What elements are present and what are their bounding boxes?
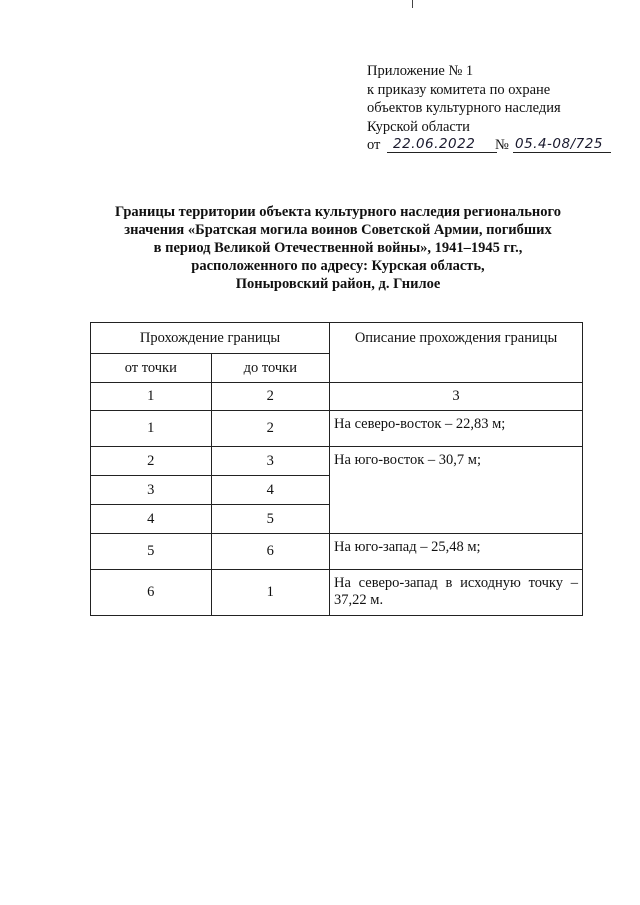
from-point-cell: 4 <box>91 505 212 534</box>
to-point-cell: 4 <box>211 476 330 505</box>
column-number-row <box>91 383 583 411</box>
header-to-point: до точки <box>211 354 330 383</box>
header-passage: Прохождение границы <box>91 323 330 354</box>
to-point-cell: 3 <box>211 447 330 476</box>
handwritten-date: 22.06.2022 <box>387 136 497 153</box>
table-header-row <box>91 323 583 354</box>
title-line-3: в период Великой Отечественной войны», 1941–1945 гг., <box>153 240 523 256</box>
annex-date-number-line <box>367 136 627 158</box>
table-row <box>91 411 583 447</box>
title-line-2: значения «Братская могила воинов Советской Армии, погибших <box>124 222 552 238</box>
date-prefix: от <box>367 137 381 153</box>
table-row <box>91 570 583 616</box>
title-line-4: расположенного по адресу: Курская область, <box>191 258 485 274</box>
title-line-1: Границы территории объекта культурного наследия регионального <box>115 204 561 220</box>
title-line-5: Поныровский район, д. Гнилое <box>235 276 441 292</box>
description-cell: На северо-восток – 22,83 м; <box>330 411 583 447</box>
annex-title: Приложение № 1 <box>367 63 474 79</box>
document-title <box>90 203 586 293</box>
page-edge-mark <box>412 0 413 8</box>
number-prefix: № <box>495 137 509 153</box>
annex-committee-line: объектов культурного наследия <box>367 100 561 116</box>
annex-order-line: к приказу комитета по охране <box>367 81 551 98</box>
annex-block <box>367 62 627 158</box>
handwritten-number: 05.4-08/725 <box>513 136 611 153</box>
description-cell: На северо-запад в исходную точку – 37,22 м. <box>330 570 583 616</box>
from-point-cell: 1 <box>91 411 212 447</box>
column-number: 1 <box>91 383 212 411</box>
annex-region-line: Курской области <box>367 118 470 135</box>
from-point-cell: 6 <box>91 570 212 616</box>
description-cell: На юго-восток – 30,7 м; <box>330 447 583 534</box>
to-point-cell: 6 <box>211 534 330 570</box>
header-description: Описание прохождения границы <box>330 323 583 383</box>
from-point-cell: 3 <box>91 476 212 505</box>
to-point-cell: 5 <box>211 505 330 534</box>
to-point-cell: 2 <box>211 411 330 447</box>
table-row <box>91 534 583 570</box>
boundary-table <box>90 322 583 616</box>
from-point-cell: 2 <box>91 447 212 476</box>
to-point-cell: 1 <box>211 570 330 616</box>
header-from-point: от точки <box>91 354 212 383</box>
from-point-cell: 5 <box>91 534 212 570</box>
table-row <box>91 447 583 476</box>
description-cell: На юго-запад – 25,48 м; <box>330 534 583 570</box>
column-number: 2 <box>211 383 330 411</box>
column-number: 3 <box>330 383 583 411</box>
